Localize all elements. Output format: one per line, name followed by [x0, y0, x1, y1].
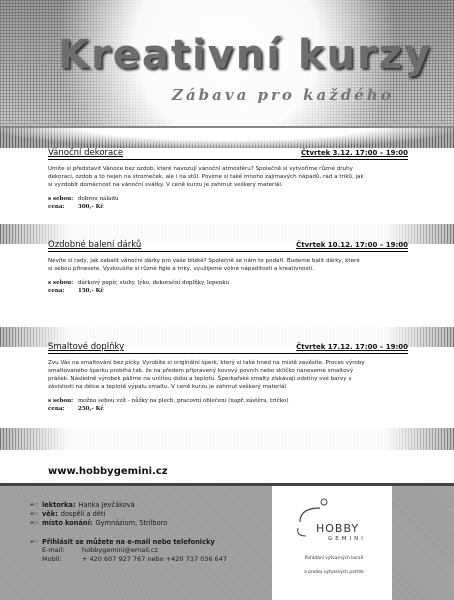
- course-header: [48, 342, 408, 354]
- items-row: [48, 279, 408, 287]
- logo-name: HOBBY: [316, 522, 360, 535]
- lecturer-value: Hanka Jevčáková: [78, 500, 135, 509]
- description-line: Umíte si představit Vánoce bez ozdob, které navozují vánoční atmosféru? Společně si vytvoříme různé druhy: [48, 166, 353, 172]
- items-value: dárkový papír, stuhy, lýko, dekorační doplňky, lepenku: [78, 280, 230, 286]
- phone-value[interactable]: + 420 607 927 767 nebo +420 737 036 647: [82, 555, 227, 563]
- email-value[interactable]: hobbygemini@email.cz: [82, 546, 158, 554]
- items-value: dobrou náladu: [78, 196, 119, 202]
- description-line: Nevíte si rady, jak zabalit vánoční dárky pro vaše blízké? Společně se nám to podaří. Budeme balit dárky, které: [48, 258, 360, 264]
- age-label: věk:: [42, 509, 58, 518]
- bullet-icon: ▰▱: [30, 501, 38, 508]
- price-label: cena:: [48, 204, 65, 210]
- course-name: Ozdobné balení dárků: [48, 240, 142, 250]
- course-date: Čtvrtek 3.12. 17:00 – 19:00: [301, 149, 408, 157]
- price-row: [48, 203, 408, 211]
- course-block: [48, 342, 408, 413]
- info-signup: [30, 537, 270, 546]
- course-name: Smaltové doplňky: [48, 342, 125, 352]
- info-venue: [30, 518, 270, 527]
- course-block: [48, 240, 408, 295]
- bullet-icon: ▰▱: [30, 538, 38, 545]
- info-lecturer: [30, 500, 270, 509]
- divider: [0, 126, 454, 148]
- email-row: [30, 546, 270, 555]
- price-value: 300,- Kč: [78, 204, 104, 210]
- description-line: prášek. Následně výrobek pálíme na určitou dobu a teplotu. Šperkařské smalty získávají odstíny své barvy v: [48, 376, 352, 382]
- price-row: [48, 287, 408, 295]
- decorative-strip: [392, 486, 454, 600]
- items-label: s sebou:: [48, 398, 74, 404]
- logo-tagline: Pořádání výtvarných kurzů: [304, 556, 364, 561]
- venue-value: Gymnázium, Strilboro: [95, 518, 168, 527]
- logo-panel: [272, 486, 392, 600]
- logo-tagline: a prodej výtvarných potřeb: [304, 570, 364, 575]
- course-block: [48, 148, 408, 211]
- price-label: cena:: [48, 406, 65, 412]
- course-name: Vánoční dekorace: [48, 148, 124, 158]
- course-header: [48, 240, 408, 252]
- course-description: [48, 165, 408, 189]
- course-date: Čtvrtek 10.12. 17:00 – 19:00: [296, 241, 408, 249]
- description-line: si sebou přinesete. Vyzkoušíte si různé figle a triky, využijeme volné nápaditosti a kreativnosti.: [48, 266, 314, 272]
- website-link[interactable]: www.hobbygemini.cz: [48, 466, 168, 477]
- course-description: [48, 257, 408, 273]
- bullet-icon: ▰▱: [30, 510, 38, 517]
- bullet-icon: ▰▱: [30, 519, 38, 526]
- page-subtitle: Zábava pro každého: [172, 86, 394, 104]
- age-value: dospělí a děti: [60, 509, 106, 518]
- header-banner: [0, 0, 454, 130]
- description-line: Zvu Vás na smaltování bez pícky. Vyrobíte si originální šperk, který si také hned na místě zavěsíte. Proces výroby: [48, 360, 365, 366]
- email-label: E-mail:: [42, 546, 65, 554]
- items-value: možno sebou vzít - nůžky na plech, pracovní oblečení (např. zástěra, tričko): [78, 398, 289, 404]
- price-label: cena:: [48, 288, 65, 294]
- items-row: [48, 195, 408, 203]
- divider: [0, 428, 454, 450]
- items-label: s sebou:: [48, 280, 74, 286]
- price-value: 150,- Kč: [78, 288, 104, 294]
- course-header: [48, 148, 408, 160]
- description-line: závislosti na délce a teplotě výpalu smaltu. V ceně kurzu je zahrnut veškerý materiál.: [48, 384, 288, 390]
- description-line: smaltovaného šperku probíhá tak, že na předem připravený kovový povrch nebo sklíčko naneseme smaltový: [48, 368, 354, 374]
- venue-label: místo konání:: [42, 518, 93, 527]
- page-title: Kreativní kurzy: [58, 32, 433, 78]
- items-label: s sebou:: [48, 196, 74, 202]
- course-date: Čtvrtek 17.12. 17:00 – 19:00: [296, 343, 408, 351]
- lecturer-label: lektorka:: [42, 500, 76, 509]
- phone-label: Mobil:: [42, 555, 62, 563]
- course-description: [48, 359, 408, 391]
- info-list: [30, 500, 270, 564]
- phone-row: [30, 555, 270, 564]
- description-line: dekorací, ozdob a to nejen na stromeček, ale i na stůl. Povíme si také mnoho zajímavých nápadů, rad a triků, jak: [48, 174, 364, 180]
- info-age: [30, 509, 270, 518]
- items-row: [48, 397, 408, 405]
- price-value: 250,- Kč: [78, 406, 104, 412]
- description-line: si vyzdobit domácnost na vánoční svátky. V ceně kurzu je zahrnut veškerý materiál.: [48, 182, 283, 188]
- price-row: [48, 405, 408, 413]
- signup-text: Přihlásit se můžete na e-mail nebo telefonicky: [42, 537, 215, 546]
- logo-sub: GEMINI: [328, 536, 366, 542]
